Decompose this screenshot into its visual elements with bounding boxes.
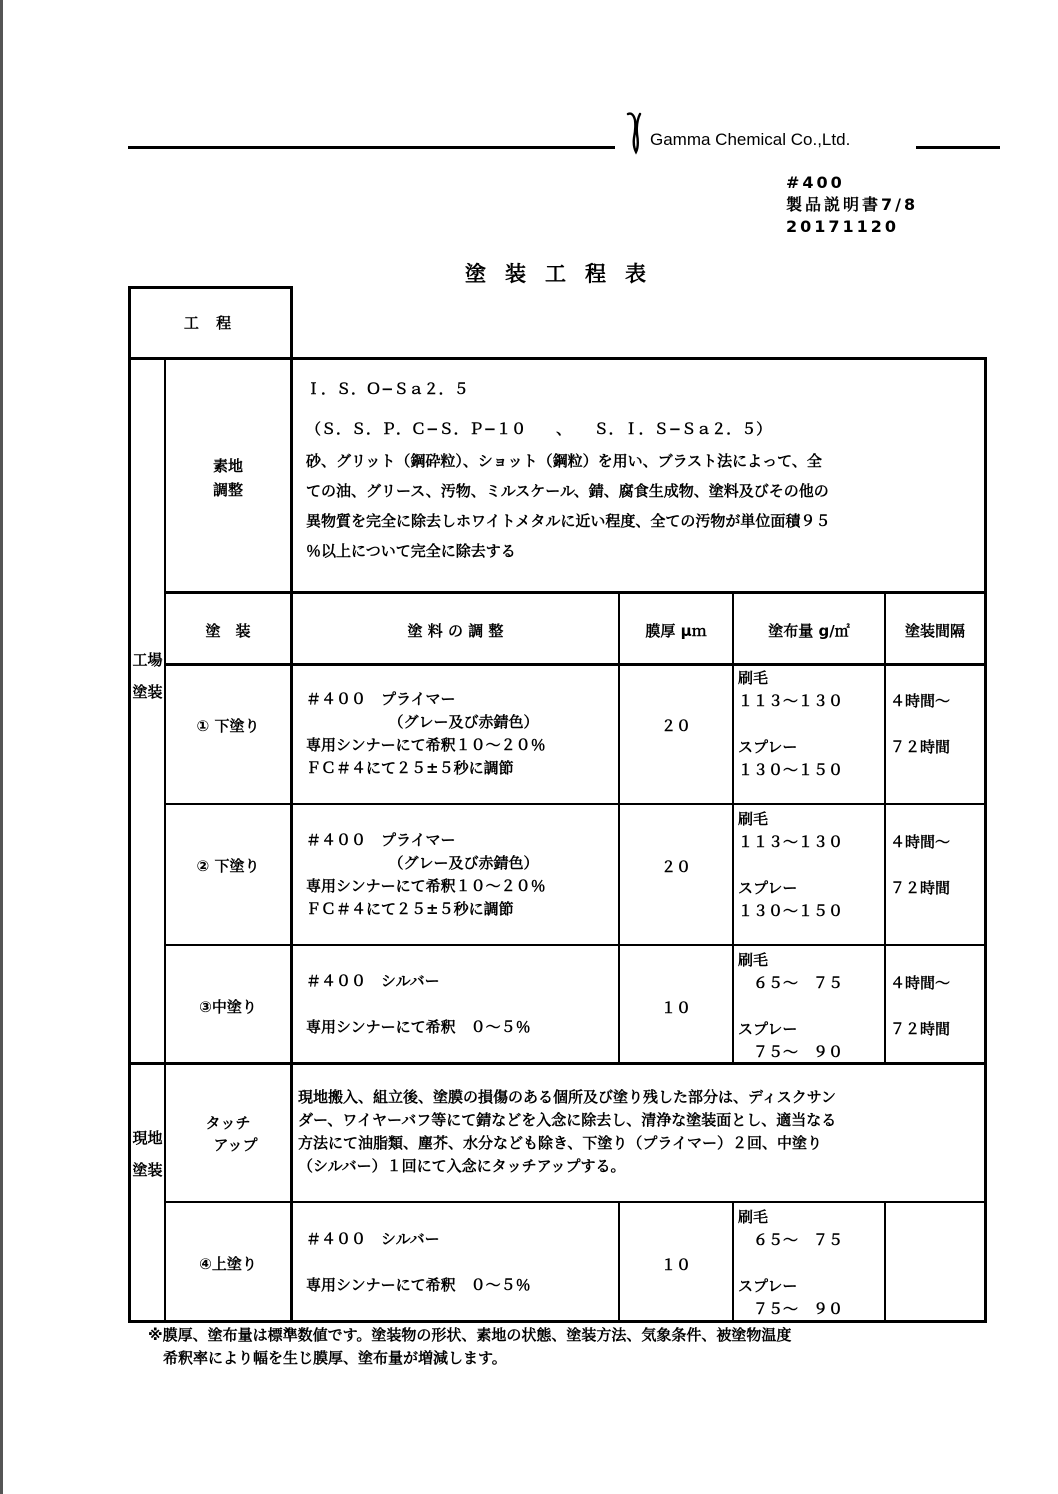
factory-coating-label: 工場塗装	[132, 651, 163, 701]
page-title: 塗装工程表	[465, 262, 665, 286]
row1-step: ① 下塗り	[196, 717, 260, 735]
row3-coverage: 刷毛 ６５～ ７５ スプレー ７５～ ９０	[738, 951, 844, 1061]
row1-coverage: 刷毛 １１３～１３０ スプレー １３０～１５０	[738, 669, 844, 779]
product-number: #400	[786, 173, 845, 192]
gamma-symbol-icon	[624, 108, 648, 158]
surface-prep-line-2: ての油、グリース、汚物、ミルスケール、錆、腐食生成物、塗料及びその他の	[306, 482, 829, 500]
table-line-factory-site	[128, 1062, 987, 1065]
row1-paint: ＃４００ プライマー （グレー及び赤錆色） 専用シンナーにて希釈１０～２０％ ＦＣ＃４にて２５±５秒に調節	[306, 690, 546, 777]
table-border-bottom	[128, 1320, 987, 1323]
table-line-surface	[164, 591, 987, 594]
table-border-right	[984, 358, 987, 1323]
row4-coverage: 刷毛 ６５～ ７５ スプレー ７５～ ９０	[738, 1208, 844, 1318]
surface-prep-label: 素地 調整	[212, 457, 243, 499]
table-divider-interval-site	[884, 1202, 886, 1323]
row2-interval: ４時間～ ７２時間	[890, 833, 951, 897]
row3-thickness: １０	[660, 999, 691, 1017]
document-date: 20171120	[786, 217, 900, 236]
row2-thickness: ２０	[660, 858, 691, 876]
table-divider-coverage-site	[732, 1202, 734, 1323]
row4-paint: ＃４００ シルバー 専用シンナーにて希釈 ０～５％	[306, 1230, 531, 1294]
table-line-row2	[164, 944, 987, 946]
footnote: ※膜厚、塗布量は標準数値です。塗装物の形状、素地の状態、塗装方法、気象条件、被塗物温度 希釈率により幅を生じ膜厚、塗布量が増減します。	[148, 1326, 792, 1367]
column-coverage: 塗布量 g/㎡	[768, 622, 850, 640]
column-interval: 塗装間隔	[904, 622, 965, 640]
row3-paint: ＃４００ シルバー 専用シンナーにて希釈 ０～５％	[306, 972, 531, 1036]
row2-coverage: 刷毛 １１３～１３０ スプレー １３０～１５０	[738, 810, 844, 920]
site-coating-label: 現地塗装	[132, 1129, 163, 1179]
header-rule-left	[128, 146, 615, 149]
column-thickness: 膜厚 μｍ	[645, 622, 707, 640]
table-border-top	[128, 286, 293, 289]
page-edge	[0, 0, 3, 1494]
row1-interval: ４時間～ ７２時間	[890, 692, 951, 756]
header-rule-right	[916, 146, 1000, 149]
surface-prep-standards-alt: （Ｓ．Ｓ．Ｐ．Ｃ−Ｓ．Ｐ−１０ 、 Ｓ．Ｉ．Ｓ−Ｓａ２．５）	[306, 420, 772, 438]
document-info	[786, 172, 918, 238]
column-coating: 塗 装	[205, 622, 251, 640]
row2-step: ② 下塗り	[196, 857, 260, 875]
row4-step: ④上塗り	[199, 1255, 257, 1273]
touchup-text: 現地搬入、組立後、塗膜の損傷のある個所及び塗り残した部分は、ディスクサン ダー、ワイヤーバフ等にて錆などを入念に除去し、清浄な塗装面とし、適当なる 方法にて油脂類、塵芥、水分なども除き、下塗り（プライマー）２回、中塗り （シルバー）１回にて入念にタッチアップする。	[298, 1088, 837, 1175]
company-logo	[624, 108, 914, 158]
table-divider-section	[164, 358, 166, 1323]
surface-prep-line-1: 砂、グリット（鋼砕粒）、ショット（鋼粒）を用い、ブラスト法によって、全	[306, 452, 822, 470]
document-name: 製品説明書7/8	[786, 195, 919, 214]
table-line-header	[128, 357, 987, 360]
coating-process-table	[128, 286, 986, 1324]
surface-prep-line-4: ％以上について完全に除去する	[306, 542, 516, 560]
surface-prep-line-3: 異物質を完全に除去しホワイトメタルに近い程度、全ての汚物が単位面積９５	[306, 512, 831, 530]
row1-thickness: ２０	[660, 717, 691, 735]
row4-thickness: １０	[660, 1256, 691, 1274]
row3-step: ③中塗り	[199, 998, 257, 1016]
row3-interval: ４時間～ ７２時間	[890, 974, 951, 1038]
table-line-touchup	[164, 1201, 987, 1203]
table-line-row1	[164, 803, 987, 805]
process-header: 工 程	[183, 314, 238, 332]
touchup-label: タッチ アップ	[205, 1114, 258, 1154]
row2-paint: ＃４００ プライマー （グレー及び赤錆色） 専用シンナーにて希釈１０～２０％ ＦＣ＃４にて２５±５秒に調節	[306, 831, 546, 918]
company-name: Gamma Chemical Co.,Ltd.	[650, 130, 851, 149]
surface-prep-standard: Ｉ．Ｓ．Ｏ−Ｓａ２．５	[306, 380, 469, 398]
column-paint-prep: 塗 料 の 調 整	[407, 622, 504, 640]
table-line-columns	[164, 663, 987, 666]
